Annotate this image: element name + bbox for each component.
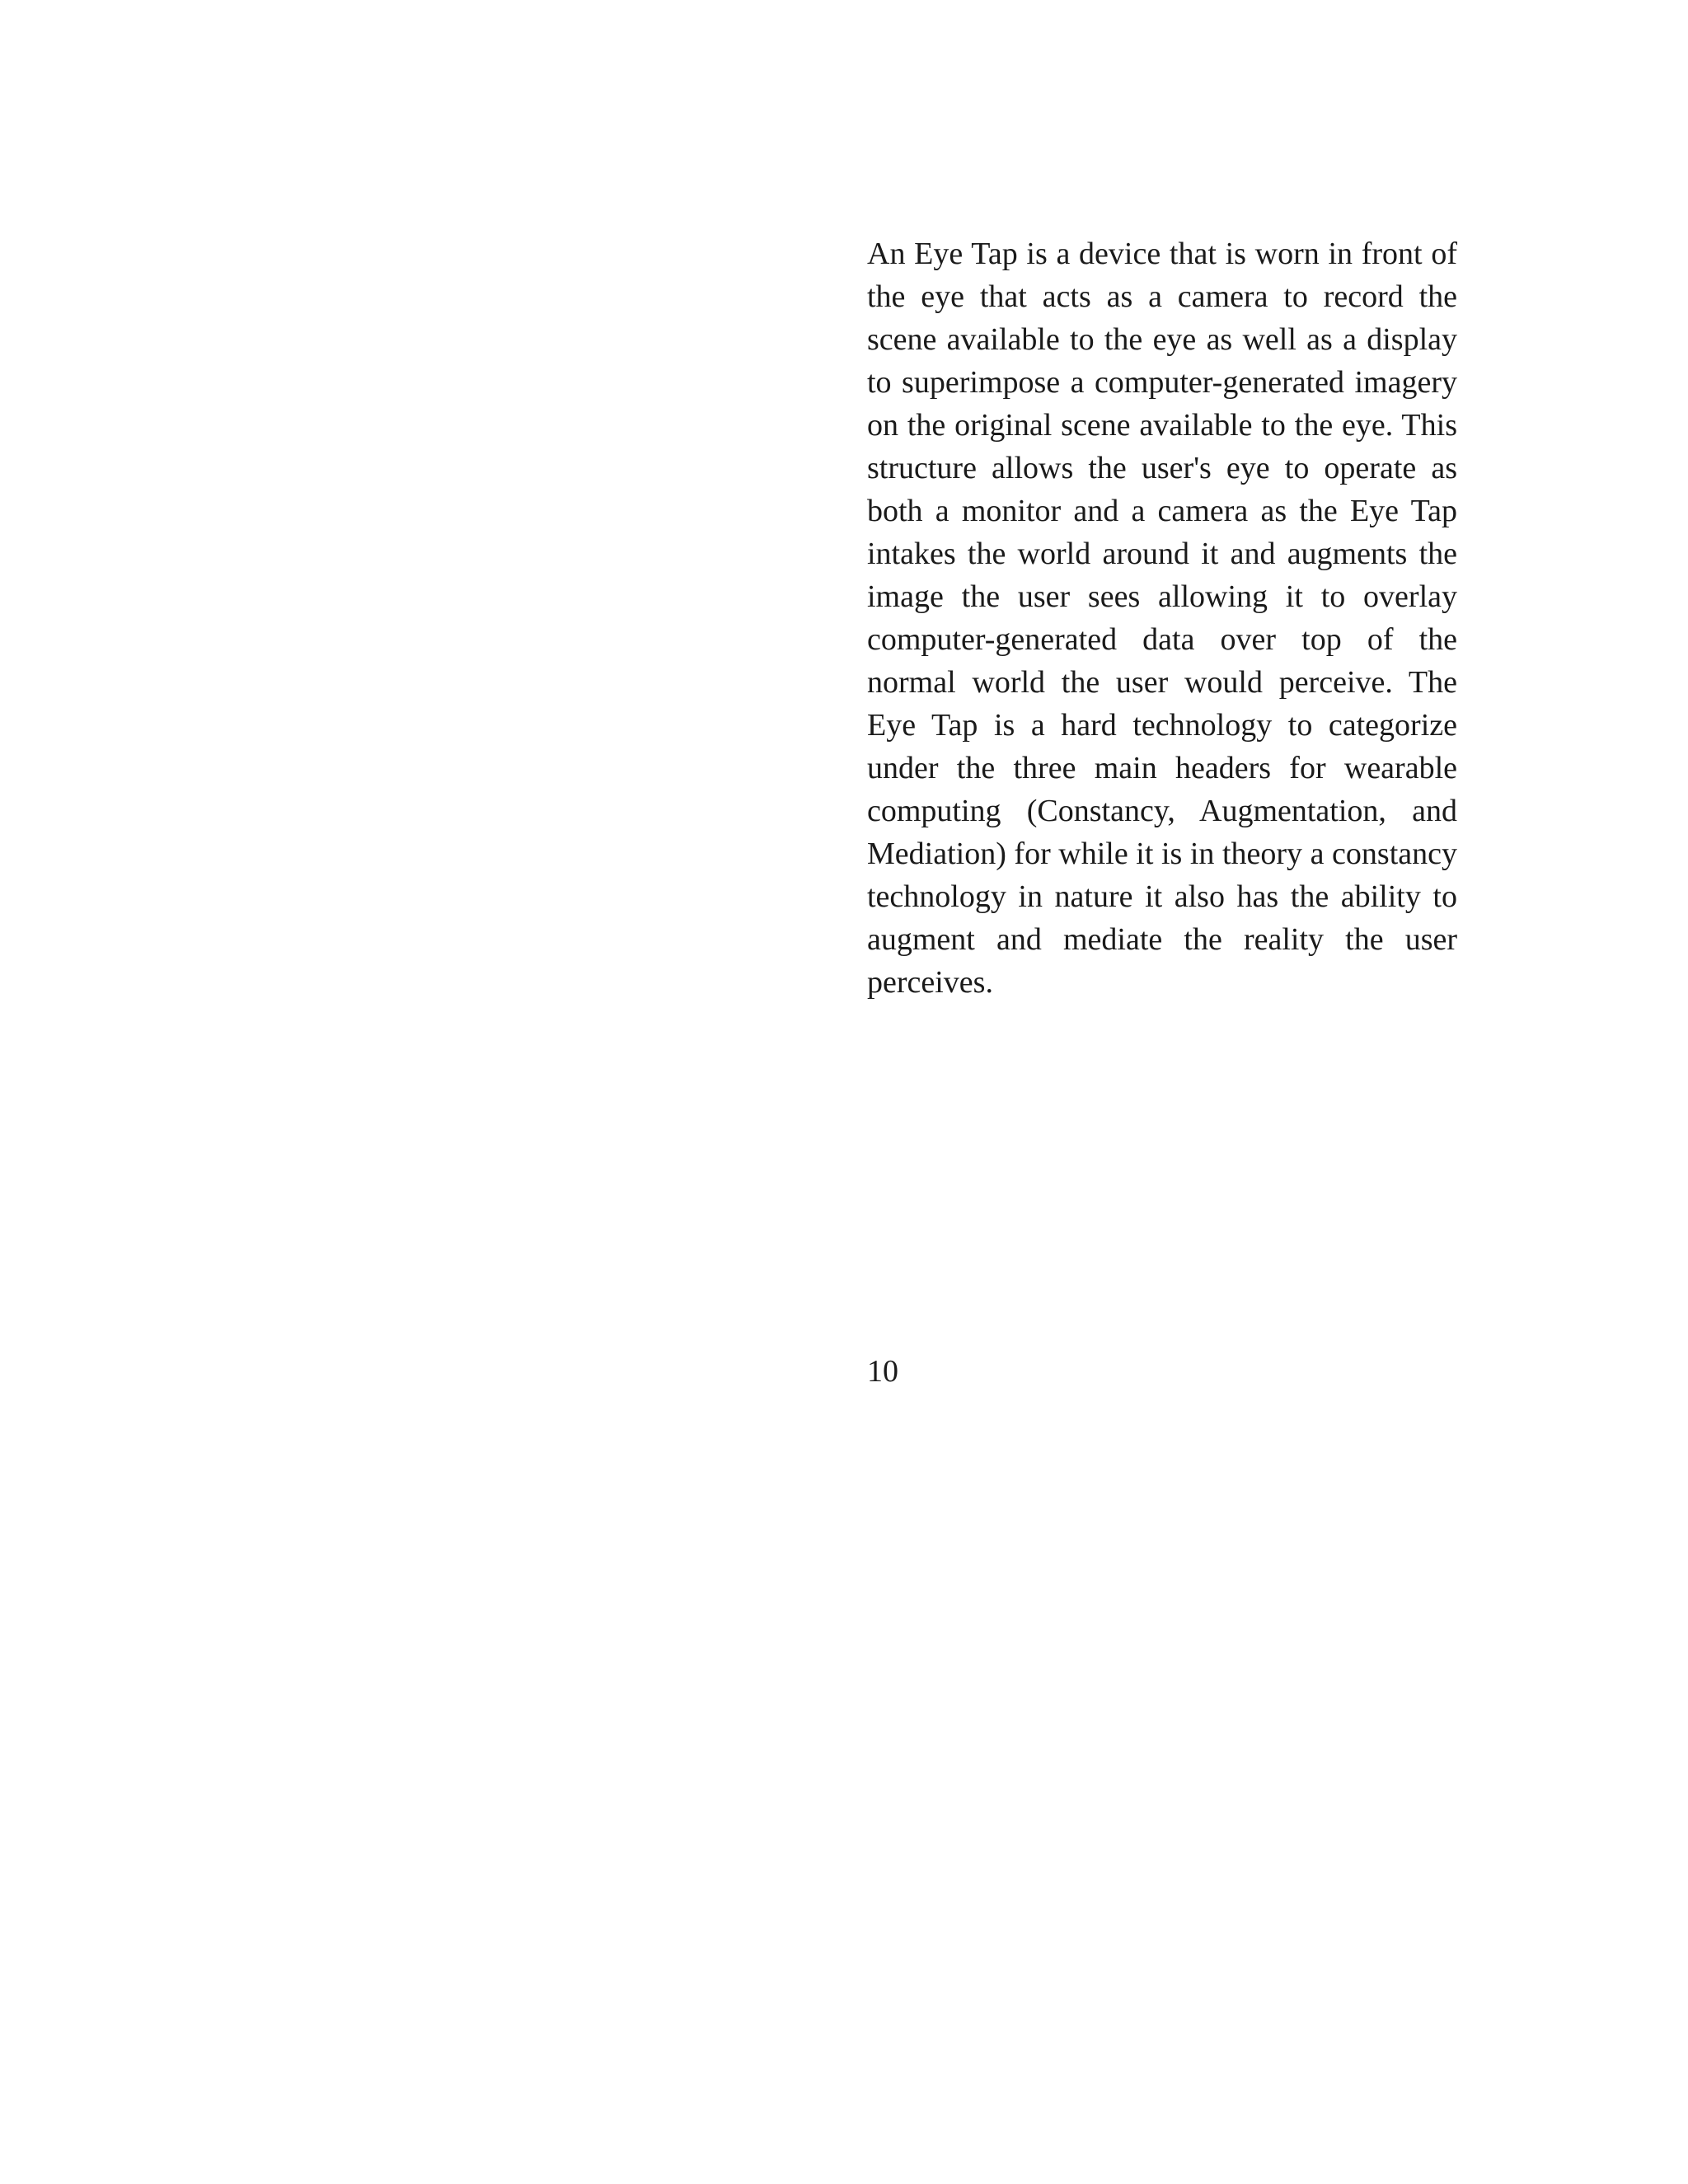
body-paragraph: An Eye Tap is a device that is worn in front of the eye that acts as a camera to record the scene available to the eye as well as a display to superimpose a computer-generated imagery on the original scene available to the eye. This structure allows the user's eye to operate as both a monitor and a camera as the Eye Tap intakes the world around it and augments the image the user sees allowing it to overlay computer-generated data over top of the normal world the user would perceive. The Eye Tap is a hard technology to categorize under the three main headers for wearable computing (Constancy, Augmentation, and Mediation) for while it is in theory a constancy technology in nature it also has the ability to augment and mediate the reality the user perceives. <box>867 237 1457 1000</box>
page-number: 10 <box>867 1354 898 1389</box>
